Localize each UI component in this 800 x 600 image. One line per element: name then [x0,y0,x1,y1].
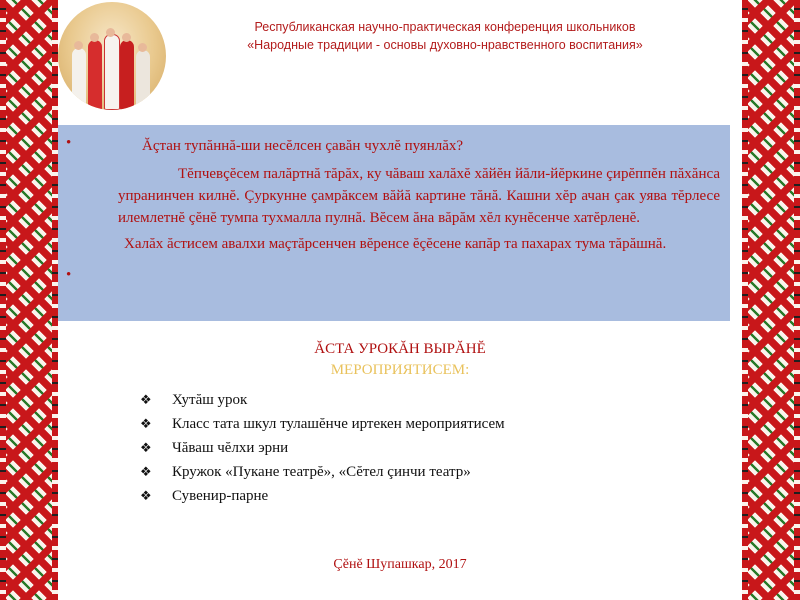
list-item-text: Хутăш урок [172,392,248,408]
diamond-bullet-icon: ❖ [140,440,152,455]
bullet-marker-2: • [66,267,72,283]
text-panel [58,125,730,321]
list-item [140,460,660,484]
list-item [140,388,660,412]
events-list [140,388,660,508]
list-item-text: Кружок «Пукане театрĕ», «Сĕтел çинчи театр» [172,464,471,480]
list-item-text: Класс тата шкул тулашĕнче иртекен мероприятисем [172,416,505,432]
diamond-bullet-icon: ❖ [140,392,152,407]
header-line-2: «Народные традиции - основы духовно-нравственного воспитания» [247,38,643,52]
right-ornament-border [742,0,800,600]
header-line-1: Республиканская научно-практическая конференция школьников [254,20,636,34]
diamond-bullet-icon: ❖ [140,416,152,431]
list-item-text: Чăваш чĕлхи эрни [172,440,289,456]
left-ornament-border [0,0,58,600]
list-item [140,436,660,460]
bullet-1-text: Тĕпчевçĕсем палăртнă тăрăх, ку чăваш халăхĕ хăйĕн йăли-йĕркине çирĕппĕн пăхăнса упранинчен килнĕ. Çуркунне çамрăксем вăйă картине тăнă. Кашни хĕр ачан çак уява тĕрлесе илемлетнĕ çĕнĕ тумпа тухмалла пулнă. Вĕсем ăна вăрăм хĕл кунĕсенче хатĕрленĕ. [118,166,720,226]
bullet-2-text: Халăх ăстисем авалхи маçтăрсенчен вĕренсе ĕçĕсене капăр та пахарах тума тăрăшнă. [124,236,667,252]
bullet-1-title: Ăçтан тупăннă-ши несĕлсен çавăн чухлĕ пуянлăх? [142,138,464,154]
panel-content [118,135,720,255]
bullet-marker-1: • [66,135,72,151]
conference-header [175,18,715,54]
list-item [140,412,660,436]
folk-costume-photo [58,2,166,110]
section-title-line-1: ĂСТА УРОКĂН ВЫРĂНĔ [314,341,486,357]
list-item [140,484,660,508]
footer-place-year: Çĕнĕ Шупашкар, 2017 [333,557,467,572]
diamond-bullet-icon: ❖ [140,464,152,479]
list-item-text: Сувенир-парне [172,488,269,504]
section-title-line-2: МЕРОПРИЯТИСЕМ: [330,362,470,378]
diamond-bullet-icon: ❖ [140,488,152,503]
